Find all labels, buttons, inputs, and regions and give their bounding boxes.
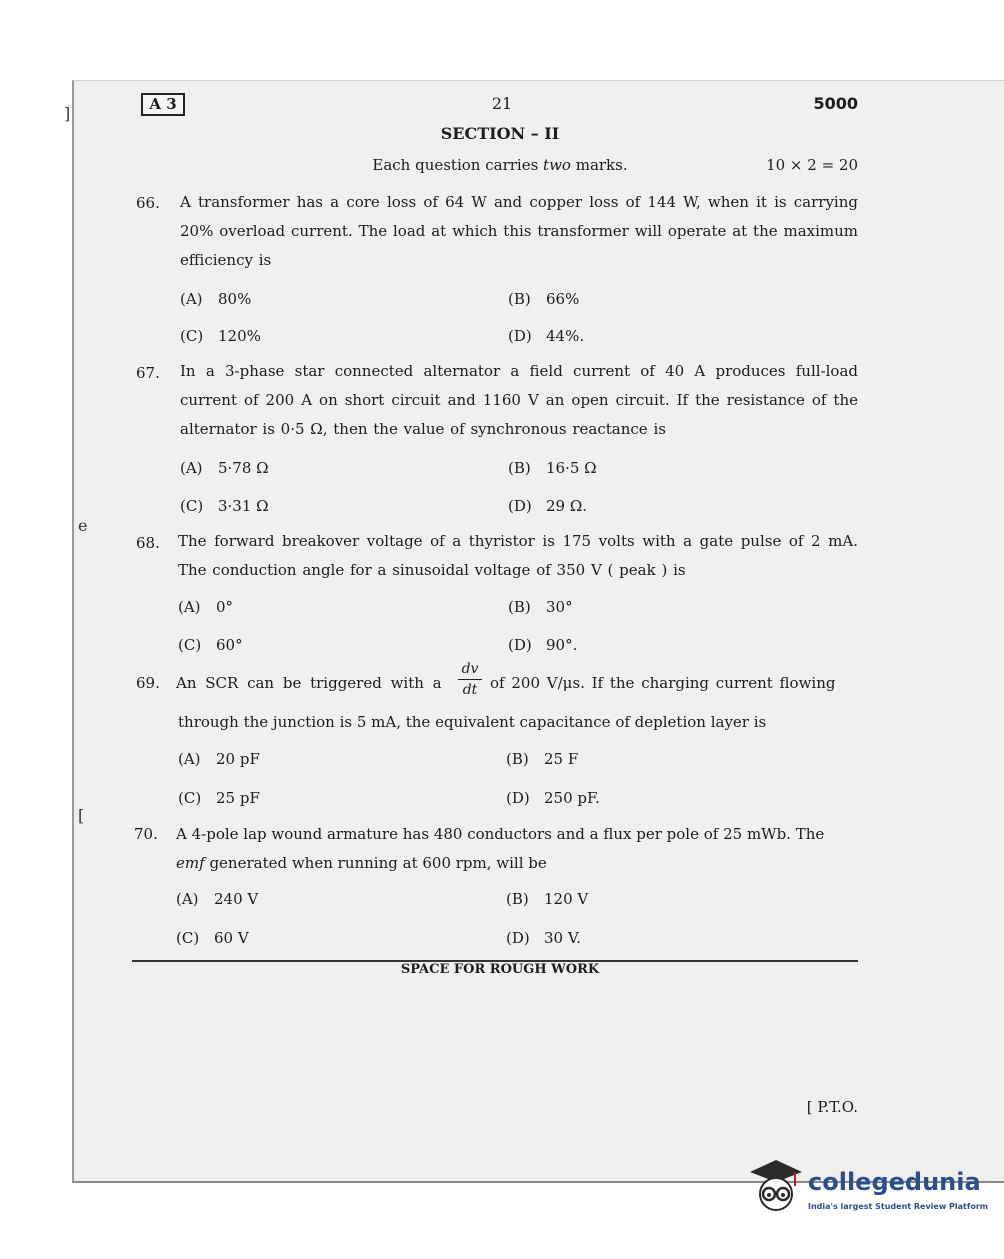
option-a: (A) 240 V — [176, 890, 259, 908]
option-c: (C) 3·31 Ω — [180, 497, 269, 515]
marks-scheme: 10 × 2 = 20 — [766, 156, 858, 174]
question-number: 68. — [136, 534, 160, 552]
dv-dt-fraction — [458, 661, 482, 698]
question-number: 66. — [136, 194, 160, 212]
rough-work-label: SPACE FOR ROUGH WORK — [400, 962, 600, 977]
option-d: (D) 29 Ω. — [508, 497, 588, 515]
question-text-line2 — [176, 854, 547, 872]
option-b: (B) 66% — [508, 290, 580, 308]
option-b: (B) 30° — [508, 598, 573, 616]
option-b: (B) 25 F — [506, 750, 579, 768]
collegedunia-watermark — [748, 1158, 989, 1222]
question-text: In a 3-phase star connected alternator a field current of 40 A produces full-load current of 200 A on short circuit and 1160 V an open circuit. If the resistance of the alternator is 0·5 Ω, then the value of synchronous reactance is — [180, 362, 858, 438]
question-number: 67. — [136, 364, 160, 382]
margin-letter-mark: e — [78, 516, 88, 535]
option-d: (D) 90°. — [508, 636, 578, 654]
question-number: 70. — [134, 825, 158, 843]
graduate-logo-icon — [748, 1158, 804, 1218]
emf-term: emf — [176, 854, 205, 872]
question-number: 69. — [136, 674, 160, 692]
set-number: 5000 — [813, 94, 858, 113]
marks-instruction — [340, 156, 660, 174]
brand-tagline: India's largest Student Review Platform — [808, 1202, 989, 1211]
option-c: (C) 120% — [180, 327, 261, 345]
fraction-denominator: dt — [462, 682, 478, 698]
option-d: (D) 44%. — [508, 327, 585, 345]
option-a: (A) 20 pF — [178, 750, 260, 768]
option-b: (B) 120 V — [506, 890, 589, 908]
question-text: The forward breakover voltage of a thyristor is 175 volts with a gate pulse of 2 mA. The conduction angle for a sinusoidal voltage of 350 V ( peak ) is — [178, 532, 858, 579]
question-text-part1: An SCR can be triggered with a — [176, 674, 442, 692]
margin-bracket-mark-2: [ — [78, 806, 85, 825]
margin-bracket-mark: ] — [64, 104, 71, 123]
option-d: (D) 250 pF. — [506, 789, 600, 807]
option-d: (D) 30 V. — [506, 929, 581, 947]
instruction-text: Each question carries two marks. — [372, 156, 628, 174]
question-text-tail: generated when running at 600 rpm, will be — [209, 854, 547, 872]
option-c: (C) 60° — [178, 636, 243, 654]
option-b: (B) 16·5 Ω — [508, 459, 597, 477]
question-text-part2: of 200 V/μs. If the charging current flowing — [490, 674, 836, 692]
page-number: 21 — [491, 94, 513, 113]
fraction-numerator: dv — [461, 661, 479, 677]
option-a: (A) 0° — [178, 598, 234, 616]
section-title: SECTION – II — [440, 124, 560, 143]
option-c: (C) 25 pF — [178, 789, 260, 807]
option-c: (C) 60 V — [176, 929, 249, 947]
option-a: (A) 80% — [180, 290, 252, 308]
question-text-line2: through the junction is 5 mA, the equivalent capacitance of depletion layer is — [178, 713, 767, 731]
question-text-line1: A 4-pole lap wound armature has 480 conductors and a flux per pole of 25 mWb. The — [176, 825, 825, 843]
paper-code-box: A 3 — [141, 93, 185, 116]
pto-label: [ P.T.O. — [806, 1098, 858, 1116]
question-text: A transformer has a core loss of 64 W and copper loss of 144 W, when it is carrying 20% overload current. The load at which this transformer will operate at the maximum efficiency is — [180, 193, 858, 269]
option-a: (A) 5·78 Ω — [180, 459, 269, 477]
brand-name: collegedunia — [808, 1168, 981, 1196]
